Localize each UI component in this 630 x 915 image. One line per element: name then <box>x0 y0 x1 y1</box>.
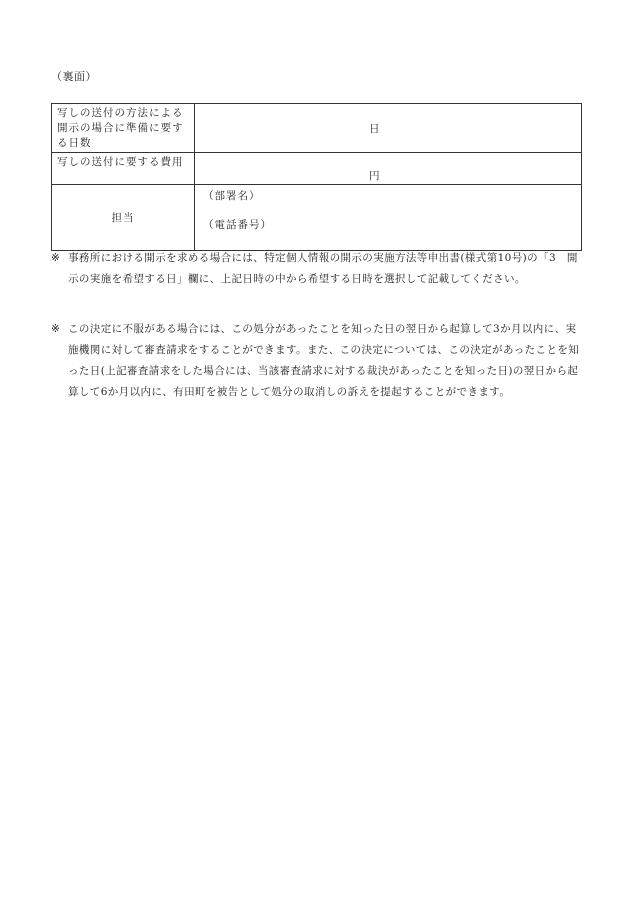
note-onsite-disclosure <box>51 248 584 290</box>
copy-fee-label: 写しの送付に要する費用 <box>52 153 195 185</box>
note-appeal-rights <box>51 319 584 403</box>
days-unit: 日 <box>369 123 380 135</box>
table-row-preparation-days <box>52 104 582 153</box>
preparation-days-value-cell <box>195 104 582 153</box>
note-text: この決定に不服がある場合には、この処分があったことを知った日の翌日から起算して3か月以内に、実施機関に対して審査請求をすることができます。また、この決定については、この決定があったことを知った日(上記審査請求をした場合には、当該審査請求に対する裁決があったことを知った日)の翌日から起算して6か月以内に、有田町を被告として処分の取消しの訴えを提起することができます。 <box>68 323 580 398</box>
phone-number-field: （電話番号） <box>203 219 272 231</box>
page-side-label: （裏面） <box>51 70 97 83</box>
copy-fee-value-cell <box>195 153 582 185</box>
note-text: 事務所における開示を求める場合には、特定個人情報の開示の実施方法等申出書(様式第10号)の「3 開示の実施を希望する日」欄に、上記日時の中から希望する日時を選択して記載してください。 <box>68 252 578 285</box>
table-row-contact <box>52 185 582 251</box>
department-name-field: （部署名） <box>203 190 261 202</box>
contact-label: 担当 <box>52 185 195 251</box>
disclosure-info-table <box>51 103 582 251</box>
note-mark: ※ <box>51 252 61 264</box>
preparation-days-label: 写しの送付の方法による開示の場合に準備に要する日数 <box>52 104 195 153</box>
note-mark: ※ <box>51 323 61 335</box>
table-row-copy-fee <box>52 153 582 185</box>
yen-unit: 円 <box>369 170 380 182</box>
contact-value-cell <box>195 185 582 251</box>
